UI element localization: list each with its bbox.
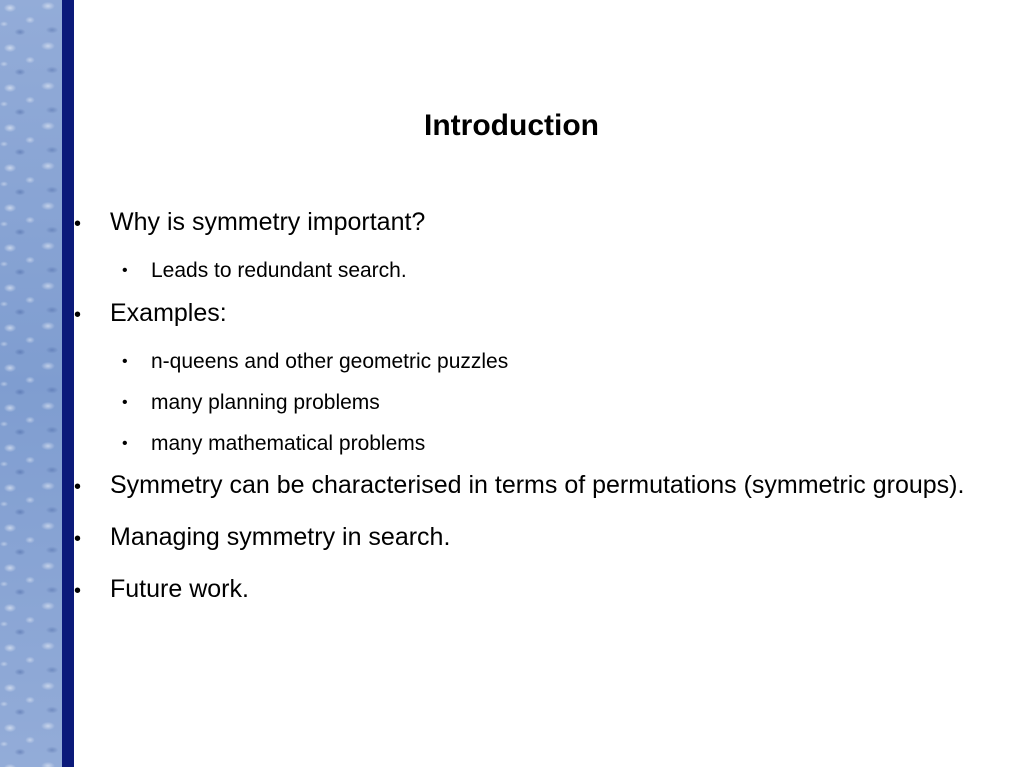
bullet-icon: • bbox=[74, 528, 82, 550]
bullet-item bbox=[74, 523, 974, 551]
bullet-icon: • bbox=[122, 435, 128, 452]
bullet-item bbox=[74, 208, 974, 236]
bullet-icon: • bbox=[122, 262, 128, 279]
bullet-text: Managing symmetry in search. bbox=[110, 523, 451, 551]
bullet-icon: • bbox=[74, 304, 82, 326]
sub-bullet-item bbox=[74, 390, 974, 416]
slide-title: Introduction bbox=[424, 109, 599, 142]
decorative-texture-strip bbox=[0, 0, 62, 767]
bullet-item bbox=[74, 471, 974, 499]
bullet-text: many mathematical problems bbox=[151, 432, 426, 455]
bullet-icon: • bbox=[74, 580, 82, 602]
bullet-item bbox=[74, 299, 974, 327]
bullet-text: n-queens and other geometric puzzles bbox=[151, 350, 509, 373]
bullet-icon: • bbox=[122, 353, 128, 370]
bullet-list bbox=[74, 208, 974, 603]
bullet-text: Examples: bbox=[110, 299, 227, 327]
sub-bullet-item bbox=[74, 258, 974, 284]
bullet-item bbox=[74, 575, 974, 603]
sub-bullet-item bbox=[74, 431, 974, 457]
decorative-side-band bbox=[62, 0, 74, 767]
bullet-text: Why is symmetry important? bbox=[110, 208, 426, 236]
bullet-text: Future work. bbox=[110, 575, 249, 603]
bullet-text: many planning problems bbox=[151, 391, 380, 414]
bullet-icon: • bbox=[122, 394, 128, 411]
sub-bullet-item bbox=[74, 349, 974, 375]
bullet-text: Leads to redundant search. bbox=[151, 259, 407, 282]
bullet-icon: • bbox=[74, 213, 82, 235]
bullet-icon: • bbox=[74, 476, 82, 498]
bullet-text: Symmetry can be characterised in terms of permutations (symmetric groups). bbox=[110, 471, 965, 499]
